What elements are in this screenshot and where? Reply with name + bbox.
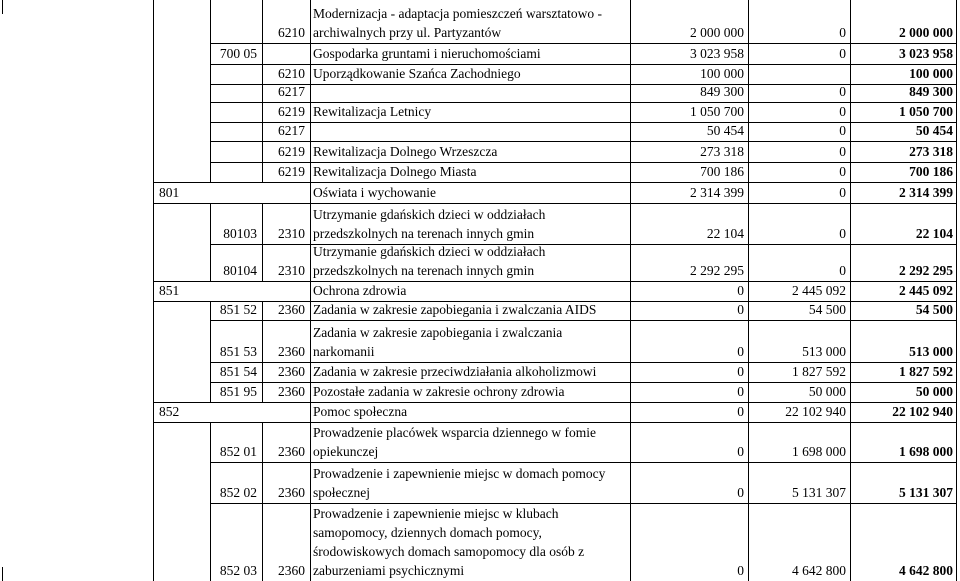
column-divider <box>310 244 311 281</box>
value-change: 513 000 <box>802 344 846 359</box>
value-plan: 100 000 <box>700 66 744 81</box>
value-plan: 0 <box>737 485 744 500</box>
row-description: Zadania w zakresie zapobiegania i zwalczania AIDS <box>313 302 597 317</box>
subsection-code: 80103 <box>223 226 257 241</box>
row-divider <box>210 462 956 463</box>
value-plan: 22 104 <box>706 226 744 241</box>
row-description: Utrzymanie gdańskich dzieci w oddziałach <box>313 244 546 259</box>
paragraph-code: 6219 <box>278 104 305 119</box>
column-divider <box>310 43 311 64</box>
column-divider <box>310 203 311 244</box>
value-plan: 50 454 <box>706 123 744 138</box>
row-description: Rewitalizacja Dolnego Miasta <box>313 164 477 179</box>
value-total: 2 445 092 <box>899 283 953 298</box>
row-description: przedszkolnych na terenach innych gmin <box>313 263 535 278</box>
column-divider <box>310 64 311 84</box>
column-divider <box>310 362 311 382</box>
value-change: 22 102 940 <box>785 404 846 419</box>
value-total: 849 300 <box>909 84 953 99</box>
row-description: Gospodarka gruntami i nieruchomościami <box>313 46 541 61</box>
value-total: 700 186 <box>909 164 953 179</box>
subsection-code: 851 52 <box>219 302 257 317</box>
row-description: przedszkolnych na terenach innych gmin <box>313 226 535 241</box>
column-divider <box>748 64 749 84</box>
value-change: 5 131 307 <box>792 485 846 500</box>
row-description: Prowadzenie i zapewnienie miejsc w klubach <box>313 506 559 521</box>
value-change: 4 642 800 <box>792 563 846 578</box>
value-plan: 0 <box>737 344 744 359</box>
subsection-code: 700 05 <box>219 46 257 61</box>
column-divider <box>210 84 211 102</box>
value-plan: 849 300 <box>700 84 744 99</box>
value-change: 0 <box>839 123 846 138</box>
sheet-edge-line <box>2 0 3 14</box>
column-divider <box>310 84 311 102</box>
column-divider <box>310 320 311 362</box>
column-divider <box>310 382 311 402</box>
row-description: Oświata i wychowanie <box>313 185 436 200</box>
value-plan: 0 <box>737 404 744 419</box>
value-change: 1 827 592 <box>792 364 846 379</box>
section-code: 852 <box>159 404 180 419</box>
value-change: 1 698 000 <box>792 444 846 459</box>
paragraph-code: 6210 <box>278 66 305 81</box>
column-divider <box>210 102 211 122</box>
row-description: Zadania w zakresie zapobiegania i zwalczania <box>313 325 563 340</box>
value-total: 22 102 940 <box>892 404 953 419</box>
value-total: 50 000 <box>915 384 953 399</box>
subsection-code: 851 95 <box>219 384 257 399</box>
row-description: Rewitalizacja Dolnego Wrzeszcza <box>313 144 498 159</box>
paragraph-code: 6219 <box>278 164 305 179</box>
paragraph-code: 6217 <box>278 84 305 99</box>
value-change: 0 <box>839 164 846 179</box>
value-change: 0 <box>839 84 846 99</box>
row-description: społecznej <box>313 485 370 500</box>
section-code: 851 <box>159 283 180 298</box>
column-divider <box>310 301 311 320</box>
column-divider <box>210 141 211 162</box>
row-description: Pozostałe zadania w zakresie ochrony zdrowia <box>313 384 565 399</box>
value-total: 513 000 <box>909 344 953 359</box>
value-plan: 2 292 295 <box>690 263 744 278</box>
paragraph-code: 2360 <box>278 302 305 317</box>
subsection-code: 851 53 <box>219 344 257 359</box>
column-divider <box>262 43 263 64</box>
subsection-code: 80104 <box>223 263 257 278</box>
row-description: Rewitalizacja Letnicy <box>313 104 432 119</box>
row-description: Ochrona zdrowia <box>313 283 407 298</box>
value-total: 22 104 <box>915 226 953 241</box>
section-code: 801 <box>159 185 180 200</box>
row-description: opiekunczej <box>313 444 379 459</box>
table-left-border <box>153 0 154 581</box>
column-divider <box>210 162 211 182</box>
column-divider <box>210 0 211 43</box>
row-description: zaburzeniami psychicznymi <box>313 563 465 578</box>
value-total: 2 000 000 <box>899 25 953 40</box>
row-divider <box>210 320 956 321</box>
value-plan: 0 <box>737 563 744 578</box>
column-divider <box>210 64 211 84</box>
value-total: 54 500 <box>915 302 953 317</box>
row-description: archiwalnych przy ul. Partyzantów <box>313 25 502 40</box>
row-description: Pomoc społeczna <box>313 404 408 419</box>
value-total: 100 000 <box>909 66 953 81</box>
value-total: 1 827 592 <box>899 364 953 379</box>
value-plan: 2 314 399 <box>690 185 744 200</box>
value-plan: 0 <box>737 283 744 298</box>
value-change: 0 <box>839 46 846 61</box>
paragraph-code: 2310 <box>278 226 305 241</box>
value-total: 50 454 <box>915 123 953 138</box>
paragraph-code: 2360 <box>278 563 305 578</box>
value-change: 0 <box>839 25 846 40</box>
value-total: 2 292 295 <box>899 263 953 278</box>
row-description: Prowadzenie i zapewnienie miejsc w domach pomocy <box>313 466 606 481</box>
value-total: 2 314 399 <box>899 185 953 200</box>
column-divider <box>310 102 311 122</box>
row-description: Uporządkowanie Szańca Zachodniego <box>313 66 521 81</box>
value-plan: 0 <box>737 444 744 459</box>
column-divider <box>310 462 311 503</box>
value-change: 54 500 <box>808 302 846 317</box>
column-divider <box>310 122 311 141</box>
row-description: Modernizacja - adaptacja pomieszczeń warsztatowo - <box>313 6 602 21</box>
value-plan: 1 050 700 <box>690 104 744 119</box>
paragraph-code: 2360 <box>278 344 305 359</box>
value-change: 2 445 092 <box>792 283 846 298</box>
row-description: Zadania w zakresie przeciwdziałania alkoholizmowi <box>313 364 597 379</box>
subsection-code: 851 54 <box>219 364 257 379</box>
subsection-code: 852 03 <box>219 563 257 578</box>
sheet-edge-line <box>2 567 3 581</box>
value-plan: 3 023 958 <box>690 46 744 61</box>
value-plan: 700 186 <box>700 164 744 179</box>
column-divider <box>310 503 311 581</box>
row-description: środowiskowych domach samopomocy dla osób z <box>313 544 585 559</box>
table-right-border <box>956 0 957 581</box>
row-description: samopomocy, dziennych domach pomocy, <box>313 525 542 540</box>
row-description: Prowadzenie placówek wsparcia dziennego w fomie <box>313 425 597 440</box>
column-divider <box>310 182 311 203</box>
paragraph-code: 2360 <box>278 364 305 379</box>
value-total: 1 050 700 <box>899 104 953 119</box>
paragraph-code: 6210 <box>278 25 305 40</box>
column-divider <box>210 122 211 141</box>
value-plan: 0 <box>737 302 744 317</box>
paragraph-code: 2360 <box>278 444 305 459</box>
value-plan: 0 <box>737 364 744 379</box>
column-divider <box>310 0 311 43</box>
subsection-code: 852 02 <box>219 485 257 500</box>
column-divider <box>310 162 311 182</box>
value-change: 0 <box>839 226 846 241</box>
paragraph-code: 2360 <box>278 485 305 500</box>
column-divider <box>310 141 311 162</box>
value-change: 0 <box>839 263 846 278</box>
paragraph-code: 6219 <box>278 144 305 159</box>
paragraph-code: 2360 <box>278 384 305 399</box>
value-plan: 0 <box>737 384 744 399</box>
value-change: 0 <box>839 185 846 200</box>
value-total: 5 131 307 <box>899 485 953 500</box>
value-total: 4 642 800 <box>899 563 953 578</box>
subsection-code: 852 01 <box>219 444 257 459</box>
row-description: Utrzymanie gdańskich dzieci w oddziałach <box>313 207 546 222</box>
value-change: 0 <box>839 144 846 159</box>
paragraph-code: 6217 <box>278 123 305 138</box>
paragraph-code: 2310 <box>278 263 305 278</box>
value-plan: 273 318 <box>700 144 744 159</box>
value-plan: 2 000 000 <box>690 25 744 40</box>
column-divider <box>310 422 311 462</box>
column-divider <box>310 402 311 422</box>
value-total: 3 023 958 <box>899 46 953 61</box>
value-total: 273 318 <box>909 144 953 159</box>
value-change: 0 <box>839 104 846 119</box>
row-description: narkomanii <box>313 344 375 359</box>
value-change: 50 000 <box>808 384 846 399</box>
value-total: 1 698 000 <box>899 444 953 459</box>
row-divider <box>153 203 956 204</box>
column-divider <box>310 281 311 301</box>
